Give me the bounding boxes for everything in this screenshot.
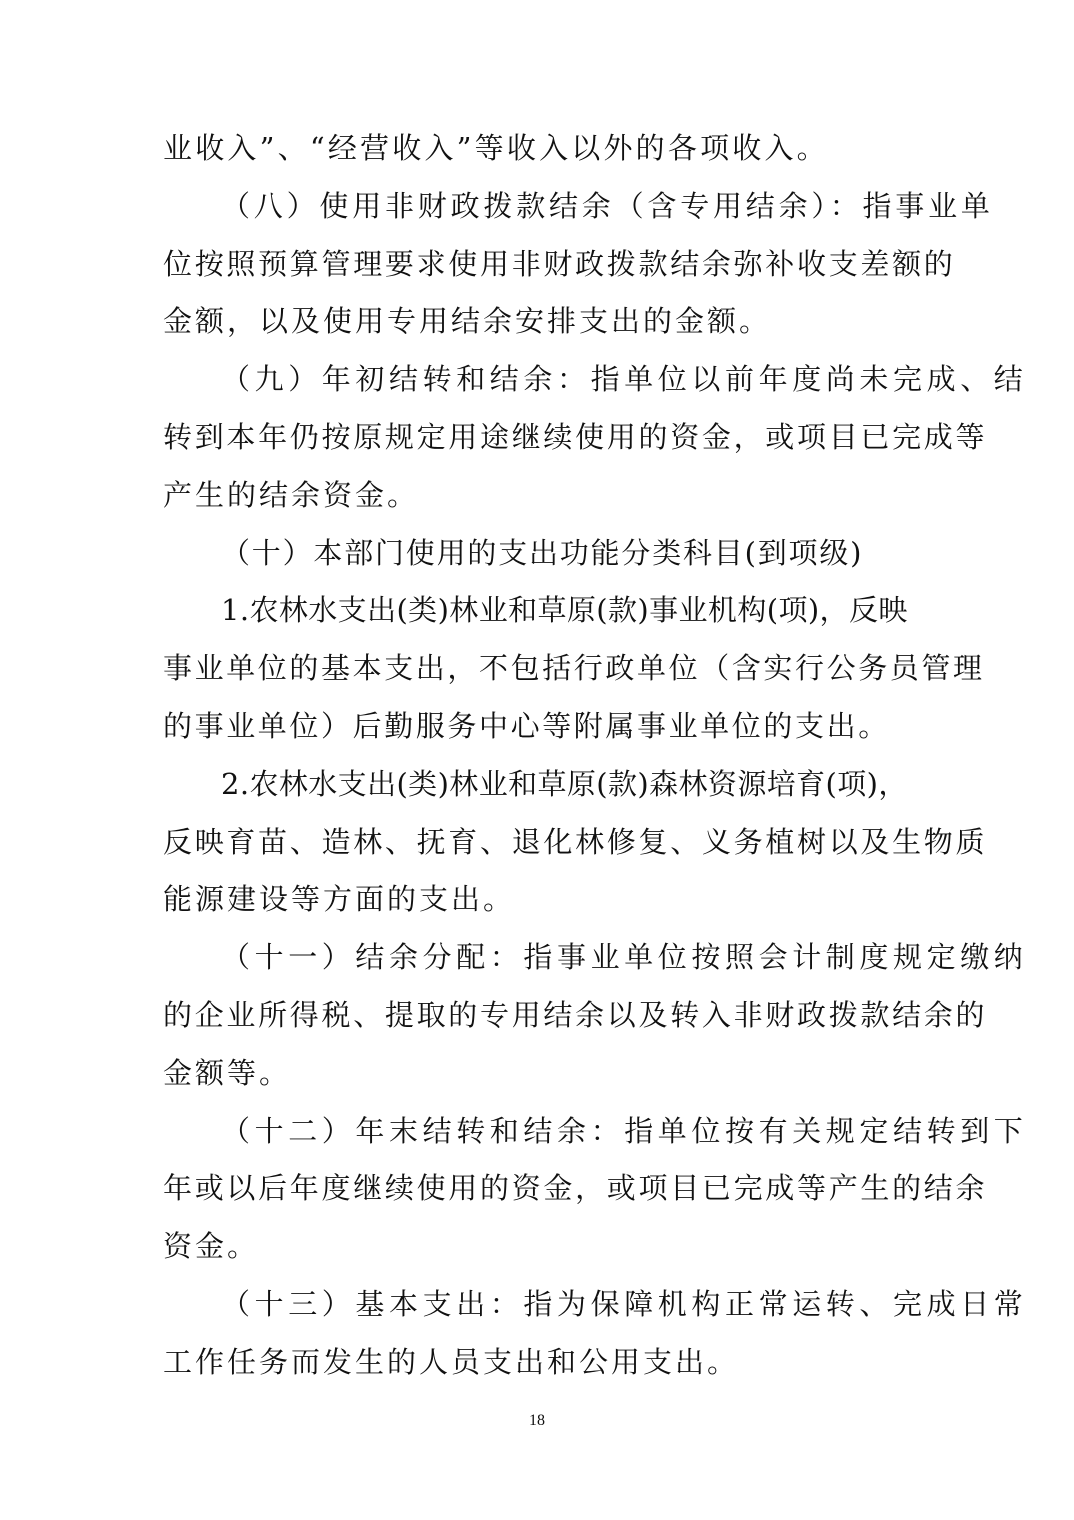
text-line: 产生的结余资金。: [163, 477, 420, 512]
text-line: 2.农林水支出(类)林业和草原(款)森林资源培育(项)，: [221, 766, 908, 801]
text-line: （十三）基本支出：指为保障机构正常运转、完成日常: [221, 1286, 1028, 1321]
text-line: 位按照预算管理要求使用非财政拨款结余弥补收支差额的: [163, 246, 956, 281]
text-line: （九）年初结转和结余：指单位以前年度尚未完成、结: [221, 362, 1028, 397]
text-line: 金额，以及使用专用结余安排支出的金额。: [163, 304, 772, 339]
text-line: 1.农林水支出(类)林业和草原(款)事业机构(项)，反映: [221, 593, 908, 628]
text-line: （十二）年末结转和结余：指单位按有关规定结转到下: [221, 1113, 1028, 1148]
text-line: 工作任务而发生的人员支出和公用支出。: [163, 1344, 740, 1379]
text-line: 金额等。: [163, 1055, 292, 1090]
text-line: 反映育苗、造林、抚育、退化林修复、义务植树以及生物质: [163, 824, 988, 859]
text-line: 能源建设等方面的支出。: [163, 882, 516, 917]
page-number: 18: [529, 1412, 545, 1429]
text-line: 业收入”、“经营收入”等收入以外的各项收入。: [163, 131, 829, 165]
text-line: （八）使用非财政拨款结余（含专用结余）：指事业单: [221, 188, 994, 223]
text-line: 事业单位的基本支出，不包括行政单位（含实行公务员管理: [163, 651, 985, 686]
text-line: （十）本部门使用的支出功能分类科目(到项级): [221, 535, 864, 570]
text-line: （十一）结余分配：指事业单位按照会计制度规定缴纳: [221, 940, 1028, 975]
text-line: 转到本年仍按原规定用途继续使用的资金，或项目已完成等: [163, 419, 988, 454]
text-line: 资金。: [163, 1229, 260, 1264]
text-line: 年或以后年度继续使用的资金，或项目已完成等产生的结余: [163, 1171, 988, 1206]
text-line: 的企业所得税、提取的专用结余以及转入非财政拨款结余的: [163, 997, 988, 1032]
text-line: 的事业单位）后勤服务中心等附属事业单位的支出。: [163, 708, 890, 743]
body-text: [163, 120, 1028, 1392]
